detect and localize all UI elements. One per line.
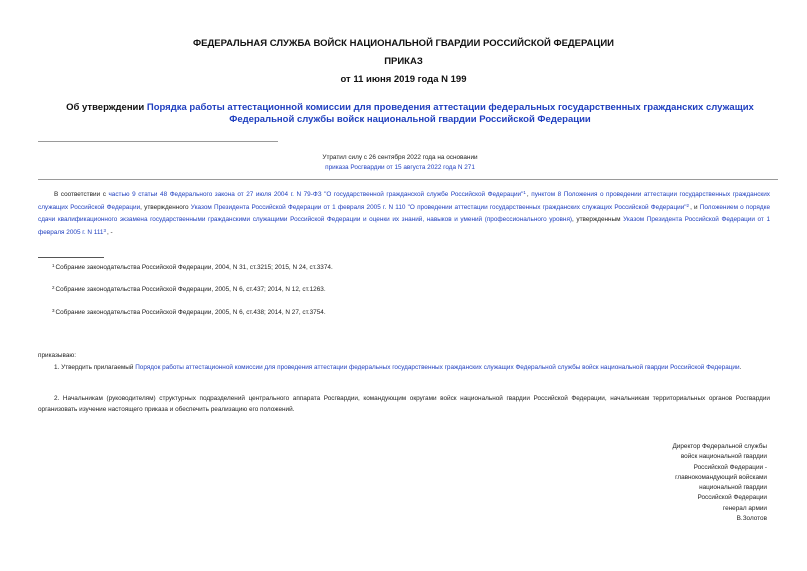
preamble-text: , и xyxy=(690,204,700,212)
footnote-ref-2[interactable]: 2 xyxy=(686,203,690,209)
item-1-end: . xyxy=(739,364,742,371)
doc-type-heading: ПРИКАЗ xyxy=(384,56,423,67)
footnote-mark: 3 xyxy=(52,308,55,313)
footnote-mark: 2 xyxy=(52,285,55,290)
footnote-1 xyxy=(52,263,333,271)
footnote-mark: 1 xyxy=(52,263,55,268)
lost-force-text: Утратил силу с 26 сентября 2022 года на основании xyxy=(322,154,478,161)
footnote-2 xyxy=(52,285,326,293)
agency-heading: ФЕДЕРАЛЬНАЯ СЛУЖБА ВОЙСК НАЦИОНАЛЬНОЙ ГВАРДИИ РОССИЙСКОЙ ФЕДЕРАЦИИ xyxy=(193,38,614,49)
order-word: приказываю: xyxy=(38,352,76,359)
signature-line: Российской Федерации - xyxy=(693,463,767,471)
preamble-text: , утвержденным xyxy=(572,215,624,223)
title-link[interactable]: Порядка работы аттестационной комиссии для проведения аттестации федеральных государственных гражданских служащих Федеральной службы войск национальной гвардии Российской Федерации xyxy=(146,102,754,125)
preamble-text: , xyxy=(526,191,532,198)
signature-line: Российской Федерации xyxy=(697,494,767,502)
title-prefix: Об утверждении xyxy=(66,102,147,113)
order-item-1 xyxy=(38,362,770,373)
preamble-text: В соответствии с xyxy=(54,191,109,198)
attestation-regulation-link[interactable]: пунктом 8 Положения о проведении аттестации государственных гражданских служащих Российской Федерации xyxy=(38,191,770,212)
decree-110-link[interactable]: Указом Президента Российской Федерации от 1 февраля 2005 г. N 110 "О проведении аттестации государственных гражданских служащих Российской Федерации" xyxy=(190,204,687,212)
signature-line: Директор Федеральной службы xyxy=(672,443,767,450)
preamble-text: , - xyxy=(107,229,113,237)
signature-line: национальной гвардии xyxy=(699,484,767,492)
signer-name: В.Золотов xyxy=(736,515,767,523)
preamble-text: , утвержденного xyxy=(140,204,191,212)
exam-regulation-link[interactable]: Положением о порядке сдачи квалификационного экзамена государственными гражданскими служащими Российской Федерации и оценки их знаний, навыков и умений (профессионального уровня) xyxy=(38,204,771,223)
lost-force-note xyxy=(250,153,550,173)
footnote-ref-3[interactable]: 3 xyxy=(103,228,106,234)
procedure-link[interactable]: Порядок работы аттестационной комиссии для проведения аттестации федеральных государственных гражданских служащих Федеральной службы войск национальной гвардии Российской Федерации xyxy=(135,364,740,371)
order-item-2: 2. Начальникам (руководителям) структурных подразделений центрального аппарата Росгвардии, командующим округами войск национальной гвардии Российской Федерации, начальникам территориальных органов Росгвардии организовать изучение настоящего приказа и обеспечить реализацию его положений. xyxy=(38,395,770,414)
decree-111-link[interactable]: Указом Президента Российской Федерации от 1 февраля 2005 г. N 111 xyxy=(38,215,770,237)
signature-block xyxy=(620,442,767,524)
footnote-separator xyxy=(38,257,104,258)
signature-line: войск национальной гвардии xyxy=(680,453,767,461)
signature-line: главнокомандующий войсками xyxy=(675,473,767,481)
date-number-heading: от 11 июня 2019 года N 199 xyxy=(340,74,467,85)
footnote-text: Собрание законодательства Российской Федерации, 2004, N 31, ст.3215; 2015, N 24, ст.3374. xyxy=(55,264,333,271)
lost-force-link[interactable]: приказа Росгвардии от 15 августа 2022 года N 271 xyxy=(325,164,475,171)
document-title xyxy=(60,102,760,126)
law-79fz-link[interactable]: частью 9 статьи 48 Федерального закона от 27 июля 2004 г. N 79-ФЗ "О государственной гражданской службе Российской Федерации" xyxy=(108,191,524,198)
item-1-text: 1. Утвердить прилагаемый xyxy=(54,364,136,371)
preamble-paragraph xyxy=(38,187,770,239)
divider-top xyxy=(38,141,278,142)
footnote-text: Собрание законодательства Российской Федерации, 2005, N 6, ст.437; 2014, N 12, ст.1263. xyxy=(55,286,326,293)
footnote-ref-1[interactable]: 1 xyxy=(523,190,526,195)
divider-bottom xyxy=(38,179,778,180)
signature-line: генерал армии xyxy=(722,504,767,512)
footnote-3 xyxy=(52,308,326,316)
footnote-text: Собрание законодательства Российской Федерации, 2005, N 6, ст.438; 2014, N 27, ст.3754. xyxy=(55,309,326,316)
